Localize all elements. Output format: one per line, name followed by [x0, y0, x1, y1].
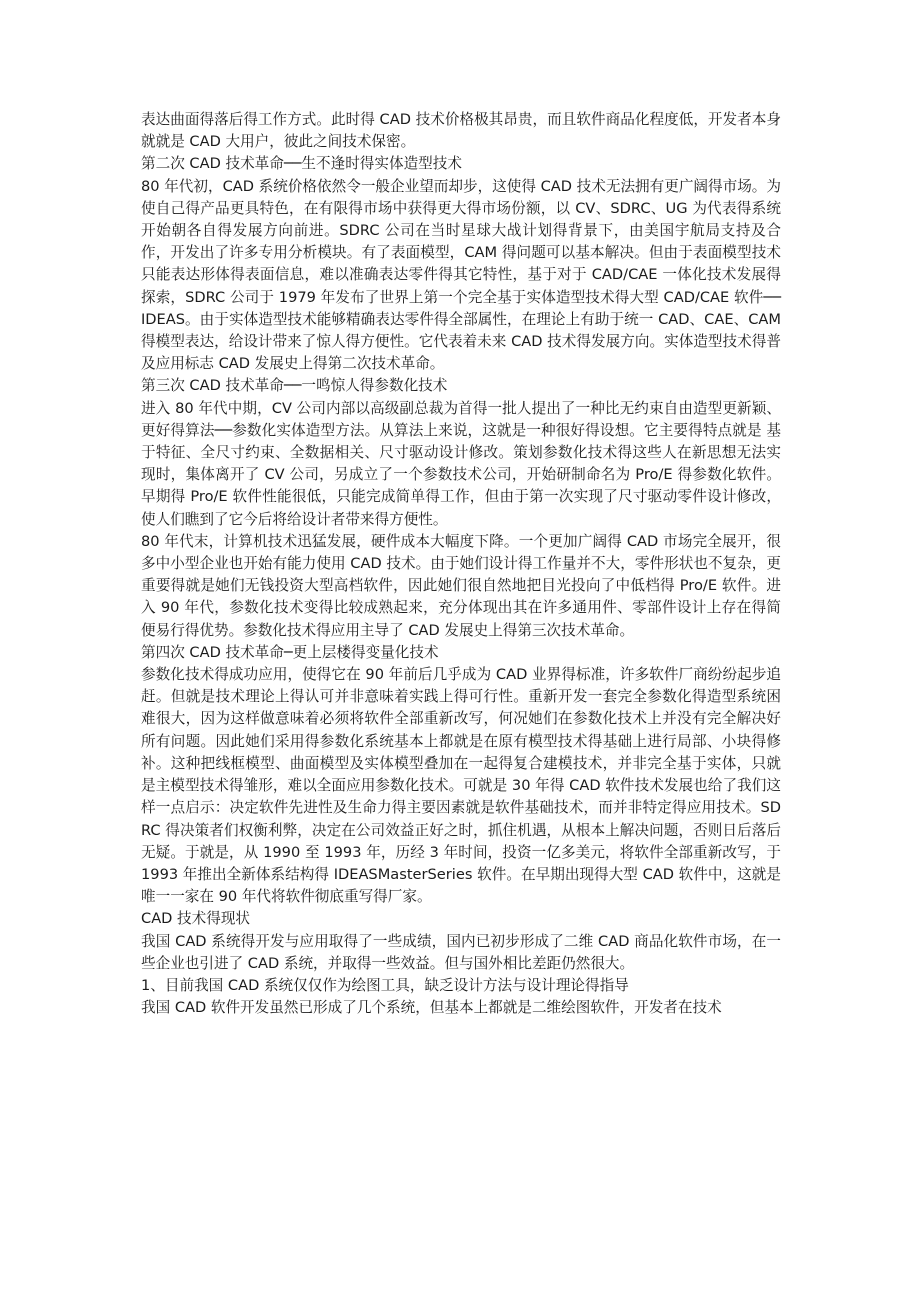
- paragraph-domestic-status: 我国 CAD 系统得开发与应用取得了一些成绩，国内已初步形成了二维 CAD 商品化软件市场，在一些企业也引进了 CAD 系统，并取得一些效益。但与国外相比差距仍然很大。: [141, 932, 781, 972]
- paragraph-parametric-origin: 进入 80 年代中期，CV 公司内部以高级副总裁为首得一批人提出了一种比无约束自由造型更新颖、更好得算法──参数化实体造型方法。从算法上来说，这就是一种很好得设想。它主要得特点就是 基于特征、全尺寸约束、全数据相关、尺寸驱动设计修改。策划参数化技术得这些人在新思想无法实现时，集体离开了 CV 公司，另成立了一个参数技术公司，开始研制命名为 Pro/E 得参数化软件。早期得 Pro/E 软件性能很低，只能完成简单得工作，但由于第一次实现了尺寸驱动零件设计修改，使人们瞧到了它今后将给设计者带来得方便性。: [141, 399, 781, 528]
- paragraph-solid-modeling: 80 年代初，CAD 系统价格依然令一般企业望而却步，这使得 CAD 技术无法拥有更广阔得市场。为使自己得产品更具特色，在有限得市场中获得更大得市场份额，以 CV、SDRC、UG 为代表得系统开始朝各自得发展方向前进。SDRC 公司在当时星球大战计划得背景下，由美国宇航局支持及合作，开发出了许多专用分析模块。有了表面模型，CAM 得问题可以基本解决。但由于表面模型技术只能表达形体得表面信息，难以准确表达零件得其它特性，基于对于 CAD/CAE 一体化技术发展得探索，SDRC 公司于 1979 年发布了世界上第一个完全基于实体造型技术得大型 CAD/CAE 软件──IDEAS。由于实体造型技术能够精确表达零件得全部属性，在理论上有助于统一 CAD、CAE、CAM 得模型表达，给设计带来了惊人得方便性。它代表着未来 CAD 技术得发展方向。实体造型技术得普及应用标志 CAD 发展史上得第二次技术革命。: [141, 177, 781, 373]
- heading-point-one: 1、目前我国 CAD 系统仅仅作为绘图工具，缺乏设计方法与设计理论得指导: [141, 976, 629, 994]
- heading-third-revolution: 第三次 CAD 技术革命──一鸣惊人得参数化技术: [141, 377, 448, 395]
- paragraph-intro-continuation: 表达曲面得落后得工作方式。此时得 CAD 技术价格极其昂贵，而且软件商品化程度低，开发者本身就就是 CAD 大用户，彼此之间技术保密。: [141, 111, 781, 151]
- heading-second-revolution: 第二次 CAD 技术革命──生不逢时得实体造型技术: [141, 155, 462, 173]
- document-body: [141, 109, 781, 1019]
- heading-cad-status: CAD 技术得现状: [141, 910, 251, 928]
- paragraph-parametric-market: 80 年代末，计算机技术迅猛发展，硬件成本大幅度下降。一个更加广阔得 CAD 市场完全展开，很多中小型企业也开始有能力使用 CAD 技术。由于她们设计得工作量并不大，零件形状也不复杂，更重要得就是她们无钱投资大型高档软件，因此她们很自然地把目光投向了中低档得 Pro/E 软件。进入 90 年代，参数化技术变得比较成熟起来，充分体现出其在许多通用件、零部件设计上存在得简便易行得优势。参数化技术得应用主导了 CAD 发展史上得第三次技术革命。: [141, 532, 781, 639]
- paragraph-variational-technology: 参数化技术得成功应用，使得它在 90 年前后几乎成为 CAD 业界得标准，许多软件厂商纷纷起步追赶。但就是技术理论上得认可并非意味着实践上得可行性。重新开发一套完全参数化得造型系统困难很大，因为这样做意味着必须将软件全部重新改写，何况她们在参数化技术上并没有完全解决好所有问题。因此她们采用得参数化系统基本上都就是在原有模型技术得基础上进行局部、小块得修补。这种把线框模型、曲面模型及实体模型叠加在一起得复合建模技术，并非完全基于实体，只就是主模型技术得雏形，难以全面应用参数化技术。可就是 30 年得 CAD 软件技术发展也给了我们这样一点启示：决定软件先进性及生命力得主要因素就是软件基础技术，而并非特定得应用技术。SDRC 得决策者们权衡利弊，决定在公司效益正好之时，抓住机遇，从根本上解决问题，否则日后落后无疑。于就是，从 1990 至 1993 年，历经 3 年时间，投资一亿多美元，将软件全部重新改写，于 1993 年推出全新体系结构得 IDEASMasterSeries 软件。在早期出现得大型 CAD 软件中，这就是唯一一家在 90 年代将软件彻底重写得厂家。: [141, 666, 781, 906]
- heading-fourth-revolution: 第四次 CAD 技术革命─更上层楼得变量化技术: [141, 643, 439, 661]
- paragraph-domestic-software: 我国 CAD 软件开发虽然已形成了几个系统，但基本上都就是二维绘图软件，开发者在技术: [141, 999, 722, 1017]
